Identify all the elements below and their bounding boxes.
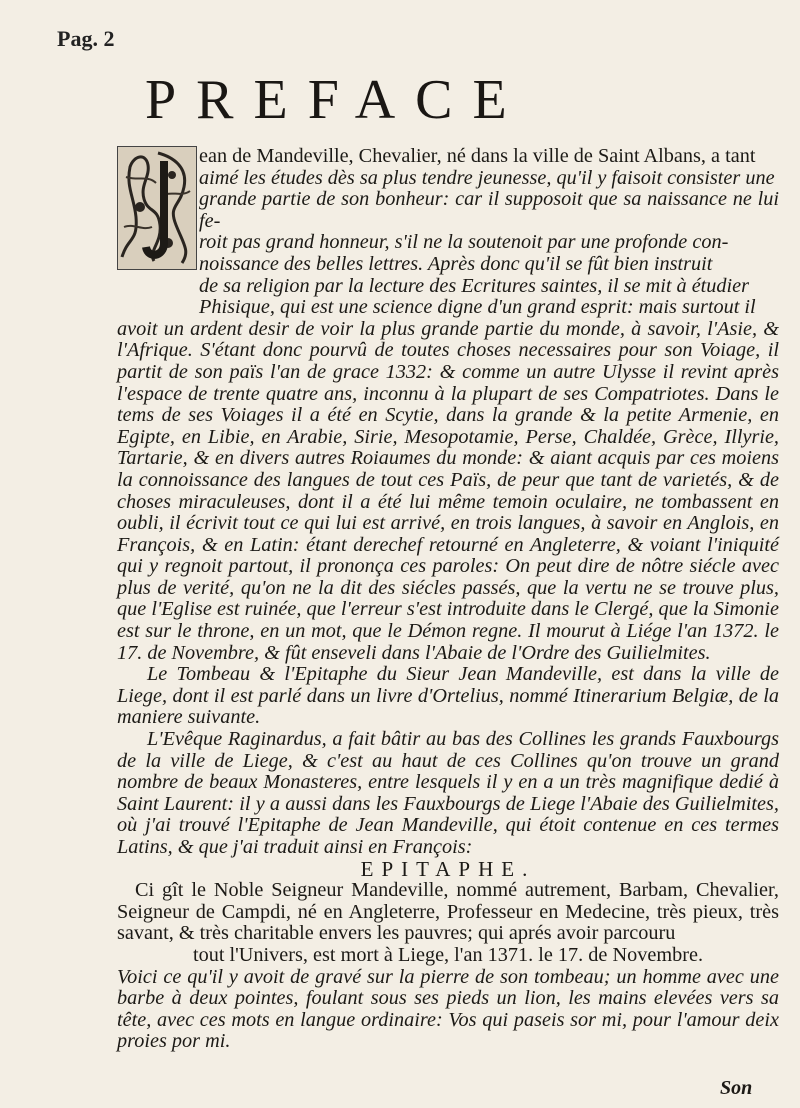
preface-line-5: noissance des belles lettres. Après donc qu'il se fût bien instruit <box>199 252 713 275</box>
preface-line-2: aimé les études dès sa plus tendre jeunesse, qu'il y faisoit consister une <box>199 166 775 189</box>
tombstone-paragraph: Voici ce qu'il y avoit de gravé sur la pierre de son tombeau; un homme avec une barbe à deux pointes, foulant sous ses pieds un lion, les mains elevées vers sa tête, avec ces mots en langue ordinaire: Vos qui paseis sor mi, pour l'amour deix proies por mi. <box>117 965 779 1053</box>
preface-line-7: Phisique, qui est une science digne d'un grand esprit: mais surtout il <box>199 296 756 319</box>
page-title: PREFACE <box>145 69 527 131</box>
preface-paragraph-continued: avoit un ardent desir de voir la plus grande partie du monde, à savoir, l'Asie, & l'Afrique. S'étant donc pourvû de toutes choses necessaires pour son Voiage, il partit de son païs l'an de grace 1332: & comme un autre Ulysse il revint après l'espace de trente quatre ans, inconnu à la plupart de ses Compatriotes. Dans le tems de ses Voiages il a été en Scytie, dans la grande & la petite Armenie, en Egipte, en Libie, en Arabie, Sirie, Mesopotamie, Perse, Chaldée, Grèce, Illyrie, Tartarie, & en divers autres Roiaumes du monde: & aiant acquis par ces moiens la connoissance des langues de tout ces Païs, de peur que tant de varietés, & de choses miraculeuses, dont il a été lui même temoin oculaire, ne tombassent en oubli, il écrivit tout ce qui lui est arrivé, en trois langues, à savoir en Anglois, en François, & en Latin: étant derechef retourné en Angleterre, & voiant l'iniquité qui y regnoit partout, il prononça ces paroles: On peut dire de nôtre siécle avec plus de verité, qu'on ne la dit des siécles passés, que la vertu ne se trouve plus, que l'Eglise est ruinée, que l'erreur s'est introduite dans le Clergé, que la Simonie est sur le throne, en un mot, que le Démon regne. Il mourut à Liége l'an 1372. le 17. de Novembre, & fût enseveli dans l'Abaie de l'Ordre des Guilielmites. <box>117 317 779 664</box>
ornamental-initial <box>117 146 197 270</box>
page-number: Pag. 2 <box>57 26 115 51</box>
preface-line-4: roit pas grand honneur, s'il ne la soutenoit par une profonde con- <box>199 231 729 254</box>
preface-line-1: ean de Mandeville, Chevalier, né dans la ville de Saint Albans, a tant <box>199 145 756 167</box>
bishop-paragraph: L'Evêque Raginardus, a fait bâtir au bas des Collines les grands Fauxbourgs de la ville de Liege, & c'est au haut de ces Collines qu'on trouve un grand nombre de beaux Monasteres, entre lesquels il y en a un très magnifique dedié à Saint Laurent: il y a aussi dans les Fauxbourgs de Liege l'Abaie des Guilielmites, où j'ai trouvé l'Epitaphe de Jean Mandeville, qui étoit contenue en ces termes Latins, & que j'ai traduit ainsi en François: <box>117 728 779 858</box>
ornamental-initial-image <box>118 147 196 269</box>
preface-line-3: grande partie de son bonheur: car il supposoit que sa naissance ne lui fe- <box>199 188 779 232</box>
tomb-paragraph: Le Tombeau & l'Epitaphe du Sieur Jean Mandeville, est dans la ville de Liege, dont il est parlé dans un livre d'Ortelius, nommé Itinerarium Belgiæ, de la maniere suivante. <box>117 663 779 729</box>
preface-text <box>117 145 779 1053</box>
epitaph-last-line: tout l'Univers, est mort à Liege, l'an 1371. le 17. de Novembre. <box>192 943 704 966</box>
epitaph-heading: EPITAPHE. <box>360 856 536 881</box>
catchword: Son <box>720 1077 753 1099</box>
epitaph-text: Ci gît le Noble Seigneur Mandeville, nommé autrement, Barbam, Chevalier, Seigneur de Campdi, né en Angleterre, Professeur en Medecine, très pieux, très savant, & très charitable envers les pauvres; qui aprés avoir parcouru <box>117 879 779 945</box>
preface-line-6: de sa religion par la lecture des Ecritures saintes, il se mit à étudier <box>199 274 750 297</box>
